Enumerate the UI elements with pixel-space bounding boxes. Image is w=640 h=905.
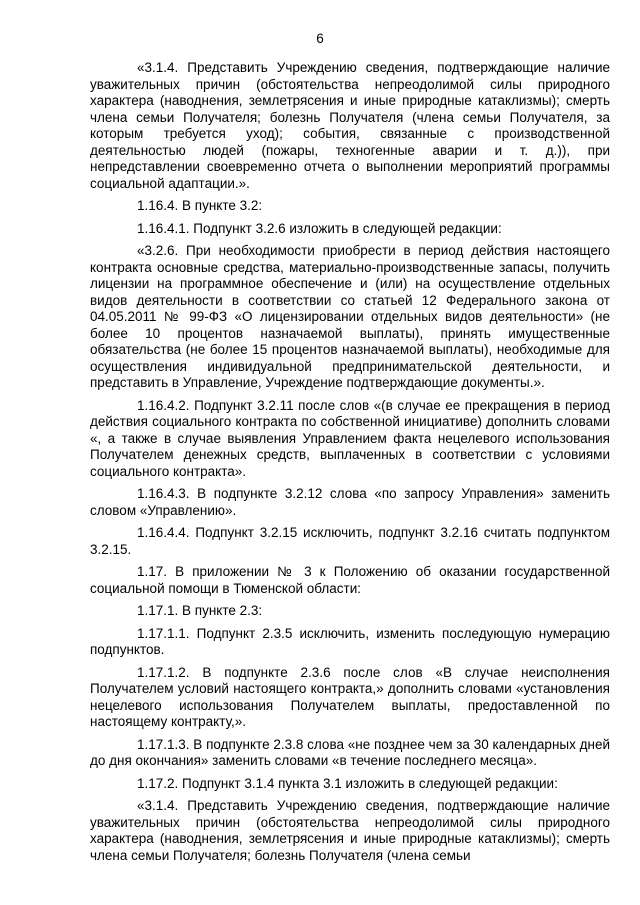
paragraph-1-17-1-3: 1.17.1.3. В подпункте 2.3.8 слова «не позднее чем за 30 календарных дней до дня окончания» заменить словами «в течение последнего месяца». <box>90 736 610 768</box>
paragraph-1-17-1-1: 1.17.1.1. Подпункт 2.3.5 исключить, изменить последующую нумерацию подпунктов. <box>90 625 610 657</box>
paragraph-1-17-1: 1.17.1. В пункте 2.3: <box>137 603 263 618</box>
paragraph-1-16-4-2: 1.16.4.2. Подпункт 3.2.11 после слов «(в случае ее прекращения в период действия социального контракта по собственной инициативе) дополнить словами «, а также в случае выявления Управлением факта нецелевого использования Получателем денежных средств, выплаченных в соответствии с условиями социального контракта». <box>90 397 610 479</box>
paragraph-1-17: 1.17. В приложении № 3 к Положению об оказании государственной социальной помощи в Тюменской области: <box>90 564 610 596</box>
paragraph-1-16-4-1: 1.16.4.1. Подпункт 3.2.6 изложить в следующей редакции: <box>137 220 502 236</box>
paragraph-1-17-2: 1.17.2. Подпункт 3.1.4 пункта 3.1 изложить в следующей редакции: <box>137 775 558 791</box>
paragraph-1-17-1-2: 1.17.1.2. В подпункте 2.3.6 после слов «В случае неисполнения Получателем условий настоящего контракта,» дополнить словами «установления нецелевого использования Получателем выплаты, предоставленной по настоящему контракту,». <box>90 664 610 729</box>
paragraph-1-16-4: 1.16.4. В пункте 3.2: <box>137 198 263 213</box>
document-body <box>90 60 610 870</box>
paragraph-3-1-4-second: «3.1.4. Представить Учреждению сведения, подтверждающие наличие уважительных причин (обстоятельства непреодолимой силы природного характера (наводнения, землетрясения и иные природные катаклизмы); смерть члена семьи Получателя; болезнь Получателя (члена семьи <box>90 798 610 863</box>
paragraph-1-16-4-4: 1.16.4.4. Подпункт 3.2.15 исключить, подпункт 3.2.16 считать подпунктом 3.2.15. <box>90 525 610 557</box>
page-number: 6 <box>316 31 324 46</box>
paragraph-1-16-4-3: 1.16.4.3. В подпункте 3.2.12 слова «по запросу Управления» заменить словом «Управлению». <box>90 486 610 518</box>
paragraph-3-1-4-first: «3.1.4. Представить Учреждению сведения, подтверждающие наличие уважительных причин (обстоятельства непреодолимой силы природного характера (наводнения, землетрясения и иные природные катаклизмы); смерть члена семьи Получателя; болезнь Получателя (члена семьи Получателя, за которым требуется уход); события, связанные с производственной деятельностью людей (пожары, техногенные аварии и т. д.)), при непредставлении своевременно отчета о выполнении мероприятий программы социальной адаптации.». <box>90 60 610 191</box>
paragraph-3-2-6: «3.2.6. При необходимости приобрести в период действия настоящего контракта основные средства, материально-производственные запасы, получить лицензии на программное обеспечение и (или) на осуществление отдельных видов деятельности в соответствии со статьей 12 Федерального закона от 04.05.2011 № 99-ФЗ «О лицензировании отдельных видов деятельности» (не более 10 процентов назначаемой выплаты), принять имущественные обязательства (не более 15 процентов назначаемой выплаты), необходимые для осуществления индивидуальной предпринимательской деятельности, и представить в Управление, Учреждение подтверждающие документы.». <box>90 243 610 390</box>
